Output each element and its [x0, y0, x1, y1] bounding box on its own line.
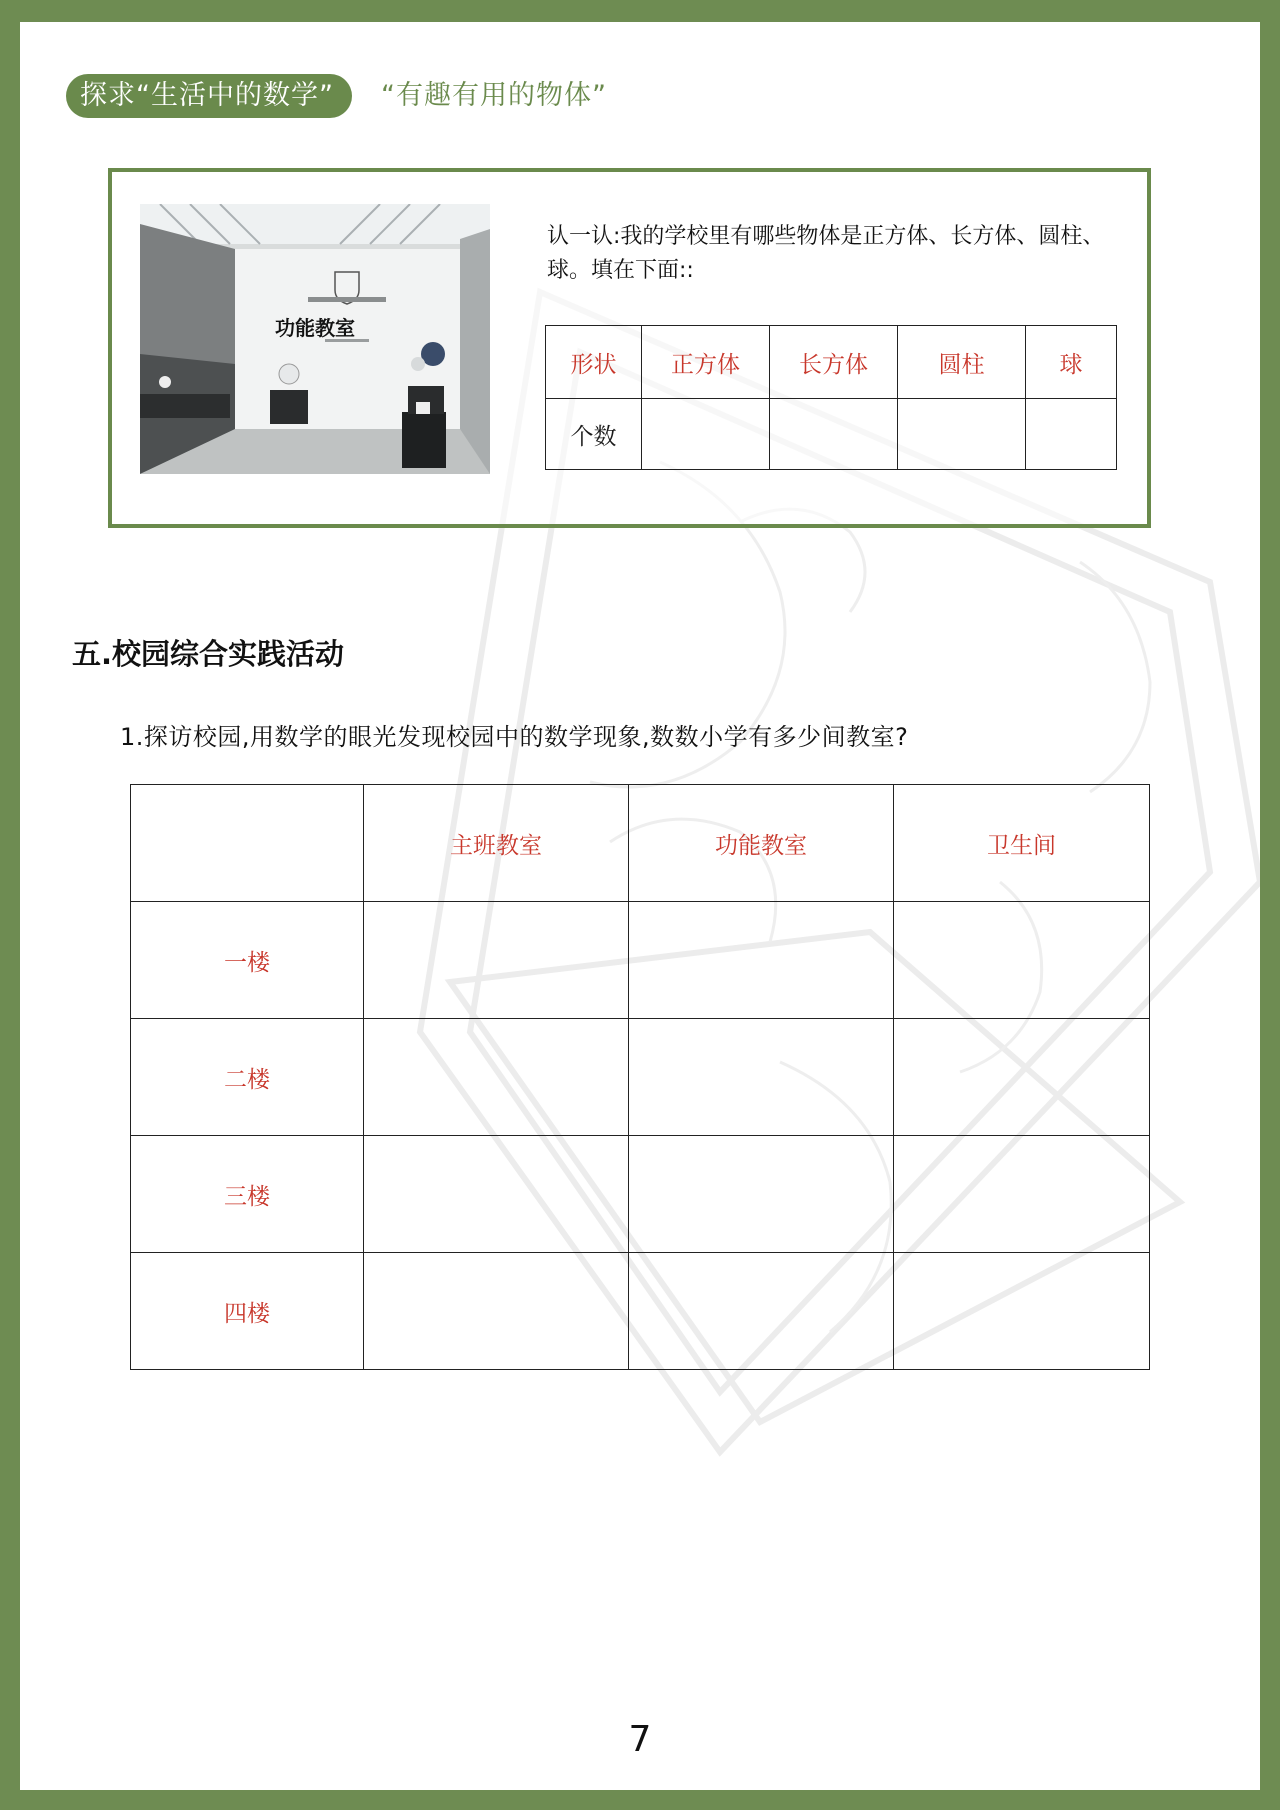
header-cell-cuboid: 长方体	[770, 326, 898, 399]
row-label-floor-1: 一楼	[131, 902, 364, 1019]
header-cell-cube: 正方体	[642, 326, 770, 399]
row-label-floor-2: 二楼	[131, 1019, 364, 1136]
answer-cell-cube[interactable]	[642, 399, 770, 470]
photo-caption: 功能教室	[275, 316, 355, 340]
page-number: 7	[628, 1719, 652, 1760]
answer-cell[interactable]	[629, 1019, 894, 1136]
corner-cell	[131, 785, 364, 902]
classroom-photo	[140, 204, 490, 474]
answer-cell[interactable]	[894, 1019, 1150, 1136]
worksheet-page	[20, 22, 1260, 1790]
answer-cell-sphere[interactable]	[1026, 399, 1117, 470]
table-row	[131, 1253, 1150, 1370]
shape-count-table	[545, 325, 1117, 470]
answer-cell[interactable]	[629, 1136, 894, 1253]
answer-cell-cylinder[interactable]	[898, 399, 1026, 470]
row-label-count: 个数	[546, 399, 642, 470]
column-header-main-classroom: 主班教室	[364, 785, 629, 902]
answer-cell[interactable]	[894, 902, 1150, 1019]
row-label-floor-4: 四楼	[131, 1253, 364, 1370]
answer-cell[interactable]	[364, 1136, 629, 1253]
table-row	[131, 902, 1150, 1019]
section-subtitle: “有趣有用的物体”	[381, 80, 607, 111]
table-row	[131, 1019, 1150, 1136]
answer-cell[interactable]	[894, 1136, 1150, 1253]
answer-cell[interactable]	[364, 1253, 629, 1370]
answer-cell[interactable]	[629, 902, 894, 1019]
answer-cell[interactable]	[364, 1019, 629, 1136]
row-label-floor-3: 三楼	[131, 1136, 364, 1253]
header-cell-cylinder: 圆柱	[898, 326, 1026, 399]
answer-cell[interactable]	[629, 1253, 894, 1370]
answer-cell[interactable]	[364, 902, 629, 1019]
column-header-restroom: 卫生间	[894, 785, 1150, 902]
question-text: 1.探访校园,用数学的眼光发现校园中的数学现象,数数小学有多少间教室?	[120, 723, 909, 751]
recognize-instruction: 认一认:我的学校里有哪些物体是正方体、长方体、圆柱、球。填在下面::	[547, 224, 1105, 283]
classroom-count-table	[130, 784, 1150, 1370]
header-cell-sphere: 球	[1026, 326, 1117, 399]
section-title: 五.校园综合实践活动	[72, 637, 345, 671]
answer-cell-cuboid[interactable]	[770, 399, 898, 470]
table-row	[131, 1136, 1150, 1253]
header-cell-shape: 形状	[546, 326, 642, 399]
section-badge: 探求“生活中的数学”	[66, 74, 352, 118]
column-header-function-classroom: 功能教室	[629, 785, 894, 902]
recognize-activity-box	[108, 168, 1151, 528]
answer-cell[interactable]	[894, 1253, 1150, 1370]
